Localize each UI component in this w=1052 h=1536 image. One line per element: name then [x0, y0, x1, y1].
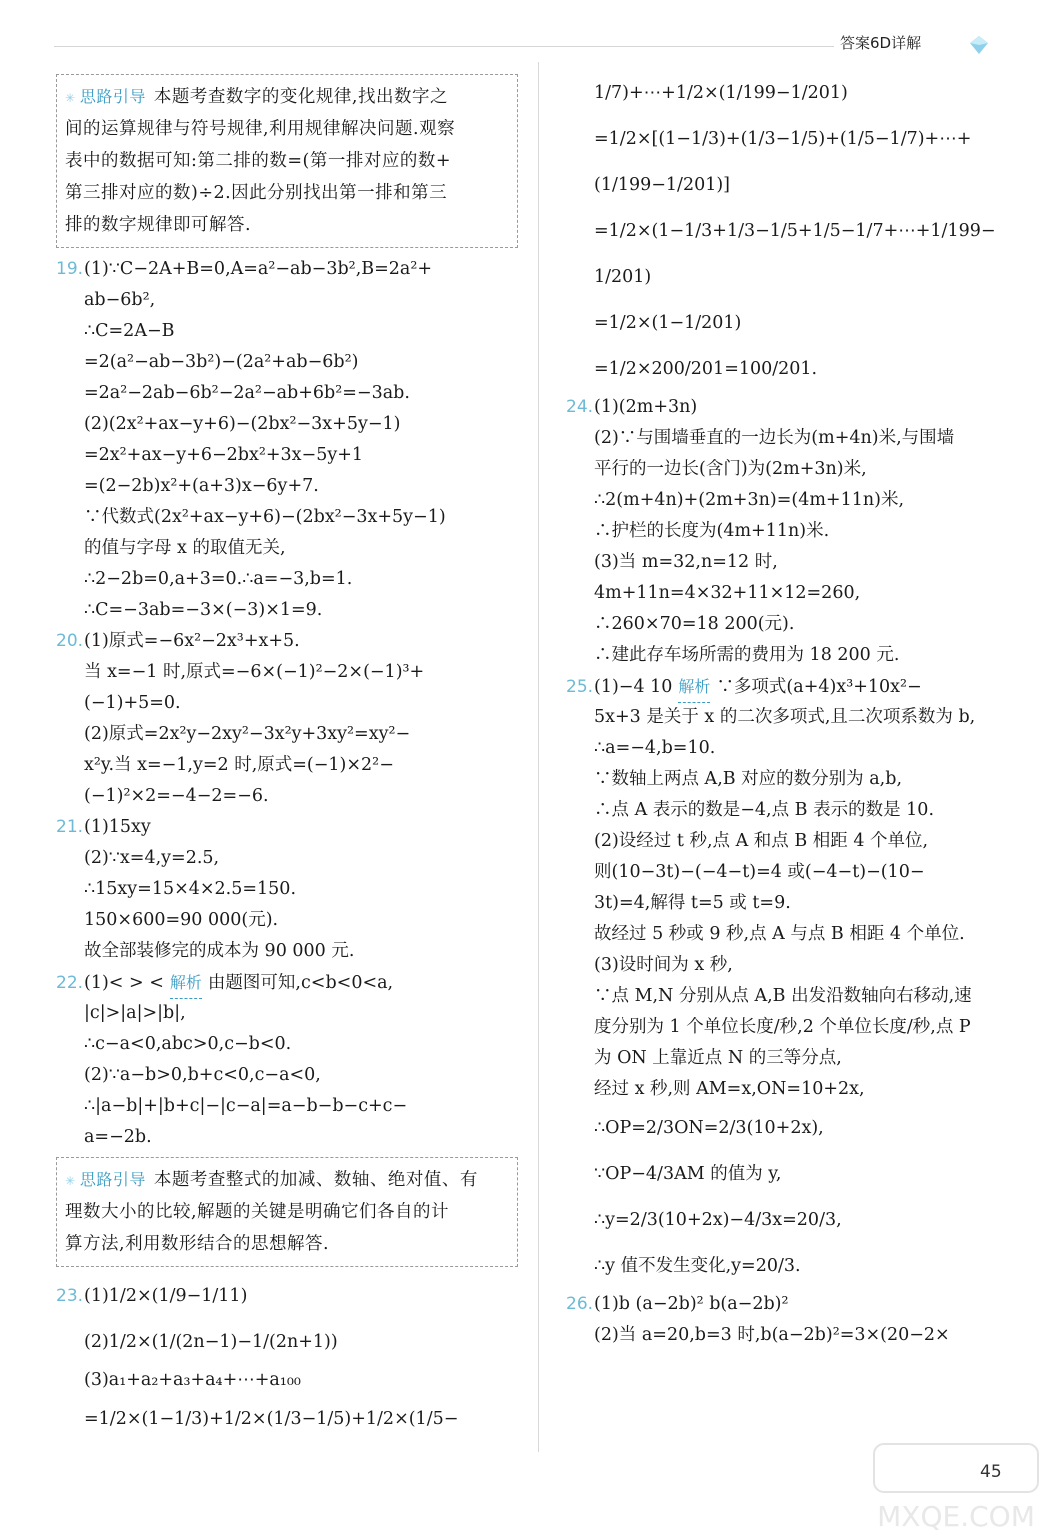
header-title: 答案6D详解: [840, 34, 922, 52]
question-number: 26.: [566, 1294, 594, 1314]
solution-text: 故全部装修完的成本为 90 000 元.: [84, 941, 355, 961]
hint-line: [65, 1228, 509, 1260]
solution-text: (1)< > <: [84, 973, 164, 993]
solution-text: 则(10−3t)−(−4−t)=4 或(−4−t)−(10−: [594, 862, 925, 882]
solution-text: =2(a²−ab−3b²)−(2a²+ab−6b²): [84, 352, 359, 372]
solution-line: [566, 1105, 1006, 1151]
solution-line: [56, 533, 518, 564]
solution-text: ∴a=−4,b=10.: [594, 738, 716, 758]
solution-line: [56, 1122, 518, 1153]
question-number: 21.: [56, 817, 84, 837]
hint-line: [65, 145, 509, 177]
solution-text: =2a²−2ab−6b²−2a²−ab+6b²=−3ab.: [84, 383, 410, 403]
solution-text: (2)(2x²+ax−y+6)−(2bx²−3x+5y−1): [84, 414, 401, 434]
solution-line: [56, 409, 518, 440]
solution-text: (1)原式=−6x²−2x³+x+5.: [84, 631, 300, 651]
solution-line: [56, 750, 518, 781]
solution-line: [566, 1012, 1006, 1043]
hint-text: 本题考查整式的加减、数轴、绝对值、有: [153, 1170, 478, 1190]
solution-line: [56, 347, 518, 378]
solution-line: [566, 116, 1006, 162]
question-number: 23.: [56, 1286, 84, 1306]
solution-line: [56, 843, 518, 874]
solution-line: [566, 485, 1006, 516]
solution-line: [56, 626, 518, 657]
solution-text: ∵OP−4/3AM 的值为 y,: [594, 1164, 782, 1184]
solution-line: [56, 440, 518, 471]
solution-line: [566, 950, 1006, 981]
solution-text: 经过 x 秒,则 AM=x,ON=10+2x,: [594, 1079, 865, 1099]
solution-line: [566, 671, 1006, 702]
solution-text: ∴|a−b|+|b+c|−|c−a|=a−b−b−c+c−: [84, 1096, 408, 1116]
solution-text: (1)15xy: [84, 817, 151, 837]
solution-text: (1/199−1/201)]: [594, 175, 731, 195]
solution-line: [566, 1289, 1006, 1320]
hint-text: 排的数字规律即可解答.: [65, 215, 252, 235]
solution-text: 1/201): [594, 267, 652, 287]
solution-text: (1)(2m+3n): [594, 397, 698, 417]
solution-text: (1)b (a−2b)² b(a−2b)²: [594, 1294, 789, 1314]
solution-text: (−1)²×2=−4−2=−6.: [84, 786, 269, 806]
header-rule: [54, 46, 834, 47]
solution-text: 当 x=−1 时,原式=−6×(−1)²−2×(−1)³+: [84, 662, 425, 682]
solution-line: [566, 300, 1006, 346]
solution-text: ∴15xy=15×4×2.5=150.: [84, 879, 297, 899]
solution-text: ab−6b²,: [84, 290, 156, 310]
solution-line: [56, 688, 518, 719]
solution-text: 3t)=4,解得 t=5 或 t=9.: [594, 893, 791, 913]
solution-text: (2)∵与围墙垂直的一边长为(m+4n)米,与围墙: [594, 428, 955, 448]
solution-text: (1)−4 10: [594, 677, 673, 697]
solution-line: [56, 254, 518, 285]
solution-line: [566, 857, 1006, 888]
solution-line: [56, 285, 518, 316]
solution-text: ∴2(m+4n)+(2m+3n)=(4m+11n)米,: [594, 490, 905, 510]
solution-text: (2)1/2×(1/(2n−1)−1/(2n+1)): [84, 1332, 338, 1352]
solution-line: [56, 595, 518, 626]
solution-line: [566, 609, 1006, 640]
solution-line: [566, 764, 1006, 795]
solution-line: [56, 1319, 518, 1365]
solution-line: [56, 1029, 518, 1060]
solution-text: (2)设经过 t 秒,点 A 和点 B 相距 4 个单位,: [594, 831, 929, 851]
solution-text: 度分别为 1 个单位长度/秒,2 个单位长度/秒,点 P: [594, 1017, 971, 1037]
solution-line: [566, 1043, 1006, 1074]
solution-text: ∴C=2A−B: [84, 321, 175, 341]
solution-line: [56, 905, 518, 936]
page-number: 45: [980, 1462, 1002, 1482]
solution-line: [56, 378, 518, 409]
solution-text: (2)∵x=4,y=2.5,: [84, 848, 220, 868]
solution-text: x²y.当 x=−1,y=2 时,原式=(−1)×2²−: [84, 755, 394, 775]
solution-text: ∴y=2/3(10+2x)−4/3x=20/3,: [594, 1210, 842, 1230]
solution-text: (3)a₁+a₂+a₃+a₄+⋯+a₁₀₀: [84, 1370, 301, 1390]
hint-line: [65, 177, 509, 209]
solution-text: ∵点 M,N 分别从点 A,B 出发沿数轴向右移动,速: [594, 986, 972, 1006]
solution-text: =1/2×200/201=100/201.: [594, 359, 818, 379]
solution-text: (3)当 m=32,n=12 时,: [594, 552, 778, 572]
solution-line: [56, 564, 518, 595]
solution-text: 由题图可知,c<b<0<a,: [207, 973, 394, 993]
hint-box: [56, 74, 518, 248]
hint-tag: ✳ 思路引导: [65, 81, 146, 114]
solution-text: 1/7)+⋯+1/2×(1/199−1/201): [594, 83, 848, 103]
solution-line: [566, 1151, 1006, 1197]
solution-text: 5x+3 是关于 x 的二次多项式,且二次项系数为 b,: [594, 707, 976, 727]
solution-text: =1/2×(1−1/201): [594, 313, 742, 333]
solution-line: [56, 1396, 518, 1442]
solution-line: [566, 1074, 1006, 1105]
solution-line: [56, 967, 518, 998]
solution-text: 4m+11n=4×32+11×12=260,: [594, 583, 861, 603]
solution-text: ∴点 A 表示的数是−4,点 B 表示的数是 10.: [594, 800, 935, 820]
solution-line: [566, 254, 1006, 300]
solution-text: |c|>|a|>|b|,: [84, 1003, 186, 1023]
solution-line: [56, 812, 518, 843]
solution-line: [56, 657, 518, 688]
question-number: 24.: [566, 397, 594, 417]
solution-line: [56, 1273, 518, 1319]
left-column: [56, 70, 518, 1442]
solution-text: 故经过 5 秒或 9 秒,点 A 与点 B 相距 4 个单位.: [594, 924, 965, 944]
solution-text: (3)设时间为 x 秒,: [594, 955, 733, 975]
hint-text: 表中的数据可知:第二排的数=(第一排对应的数+: [65, 151, 452, 171]
solution-text: (2)∵a−b>0,b+c<0,c−a<0,: [84, 1065, 321, 1085]
solution-text: =1/2×(1−1/3+1/3−1/5+1/5−1/7+⋯+1/199−: [594, 221, 996, 241]
solution-line: [566, 826, 1006, 857]
solution-text: a=−2b.: [84, 1127, 152, 1147]
solution-text: ∴护栏的长度为(4m+11n)米.: [594, 521, 830, 541]
solution-line: [566, 423, 1006, 454]
solution-text: =2x²+ax−y+6−2bx²+3x−5y+1: [84, 445, 364, 465]
solution-text: 平行的一边长(含门)为(2m+3n)米,: [594, 459, 867, 479]
solution-line: [56, 719, 518, 750]
solution-line: [566, 346, 1006, 392]
hint-line: [65, 113, 509, 145]
solution-line: [566, 454, 1006, 485]
hint-text: 第三排对应的数)÷2.因此分别找出第一排和第三: [65, 183, 448, 203]
solution-line: [566, 1243, 1006, 1289]
watermark-logo: [870, 1436, 1042, 1532]
solution-text: 的值与字母 x 的取值无关,: [84, 538, 286, 558]
solution-line: [566, 640, 1006, 671]
solution-line: [56, 998, 518, 1029]
solution-line: [566, 733, 1006, 764]
svg-text:MXQE.COM: MXQE.COM: [877, 1500, 1035, 1532]
solution-text: ∵多项式(a+4)x³+10x²−: [716, 677, 922, 697]
solution-line: [566, 919, 1006, 950]
solution-line: [566, 578, 1006, 609]
solution-line: [56, 1060, 518, 1091]
question-number: 22.: [56, 973, 84, 993]
analysis-tag: 解析: [678, 671, 710, 703]
solution-text: 为 ON 上靠近点 N 的三等分点,: [594, 1048, 842, 1068]
solution-text: (2)当 a=20,b=3 时,b(a−2b)²=3×(20−2×: [594, 1325, 950, 1345]
solution-text: =1/2×(1−1/3)+1/2×(1/3−1/5)+1/2×(1/5−: [84, 1409, 459, 1429]
solution-line: [566, 208, 1006, 254]
solution-line: [56, 1091, 518, 1122]
hint-line: [65, 209, 509, 241]
solution-text: ∵数轴上两点 A,B 对应的数分别为 a,b,: [594, 769, 903, 789]
solution-text: ∴C=−3ab=−3×(−3)×1=9.: [84, 600, 323, 620]
solution-text: ∴2−2b=0,a+3=0.∴a=−3,b=1.: [84, 569, 353, 589]
solution-line: [56, 936, 518, 967]
hint-text: 理数大小的比较,解题的关键是明确它们各自的计: [65, 1202, 450, 1222]
solution-text: ∴建此存车场所需的费用为 18 200 元.: [594, 645, 900, 665]
column-divider: [538, 62, 539, 1452]
solution-text: =(2−2b)x²+(a+3)x−6y+7.: [84, 476, 319, 496]
solution-text: ∴c−a<0,abc>0,c−b<0.: [84, 1034, 292, 1054]
hint-line: [65, 1196, 509, 1228]
question-number: 19.: [56, 259, 84, 279]
hint-line: [65, 1164, 509, 1196]
solution-line: [56, 502, 518, 533]
solution-text: (1)1/2×(1/9−1/11): [84, 1286, 248, 1306]
question-number: 25.: [566, 677, 594, 697]
solution-line: [566, 795, 1006, 826]
solution-line: [566, 516, 1006, 547]
hint-tag: ✳ 思路引导: [65, 1164, 146, 1197]
solution-line: [566, 888, 1006, 919]
solution-text: ∴260×70=18 200(元).: [594, 614, 795, 634]
hint-line: [65, 81, 509, 113]
solution-line: [56, 781, 518, 812]
hint-text: 间的运算规律与符号规律,利用规律解决问题.观察: [65, 119, 456, 139]
solution-line: [56, 1365, 518, 1396]
analysis-tag: 解析: [170, 967, 202, 999]
solution-text: ∴y 值不发生变化,y=20/3.: [594, 1256, 801, 1276]
gem-icon: [968, 34, 990, 56]
right-column: [566, 70, 1006, 1351]
solution-text: ∵代数式(2x²+ax−y+6)−(2bx²−3x+5y−1): [84, 507, 446, 527]
solution-line: [56, 874, 518, 905]
solution-text: (−1)+5=0.: [84, 693, 181, 713]
solution-line: [566, 70, 1006, 116]
solution-text: (2)原式=2x²y−2xy²−3x²y+3xy²=xy²−: [84, 724, 411, 744]
solution-text: (1)∵C−2A+B=0,A=a²−ab−3b²,B=2a²+: [84, 259, 433, 279]
solution-line: [566, 981, 1006, 1012]
solution-text: 150×600=90 000(元).: [84, 910, 279, 930]
hint-box: [56, 1157, 518, 1267]
solution-line: [566, 702, 1006, 733]
solution-line: [56, 316, 518, 347]
question-number: 20.: [56, 631, 84, 651]
solution-line: [566, 1320, 1006, 1351]
hint-text: 算方法,利用数形结合的思想解答.: [65, 1234, 330, 1254]
solution-line: [566, 392, 1006, 423]
solution-line: [566, 162, 1006, 208]
solution-text: ∴OP=2/3ON=2/3(10+2x),: [594, 1118, 824, 1138]
solution-text: =1/2×[(1−1/3)+(1/3−1/5)+(1/5−1/7)+⋯+: [594, 129, 972, 149]
solution-line: [566, 547, 1006, 578]
solution-line: [56, 471, 518, 502]
solution-line: [566, 1197, 1006, 1243]
hint-text: 本题考查数字的变化规律,找出数字之: [153, 87, 448, 107]
